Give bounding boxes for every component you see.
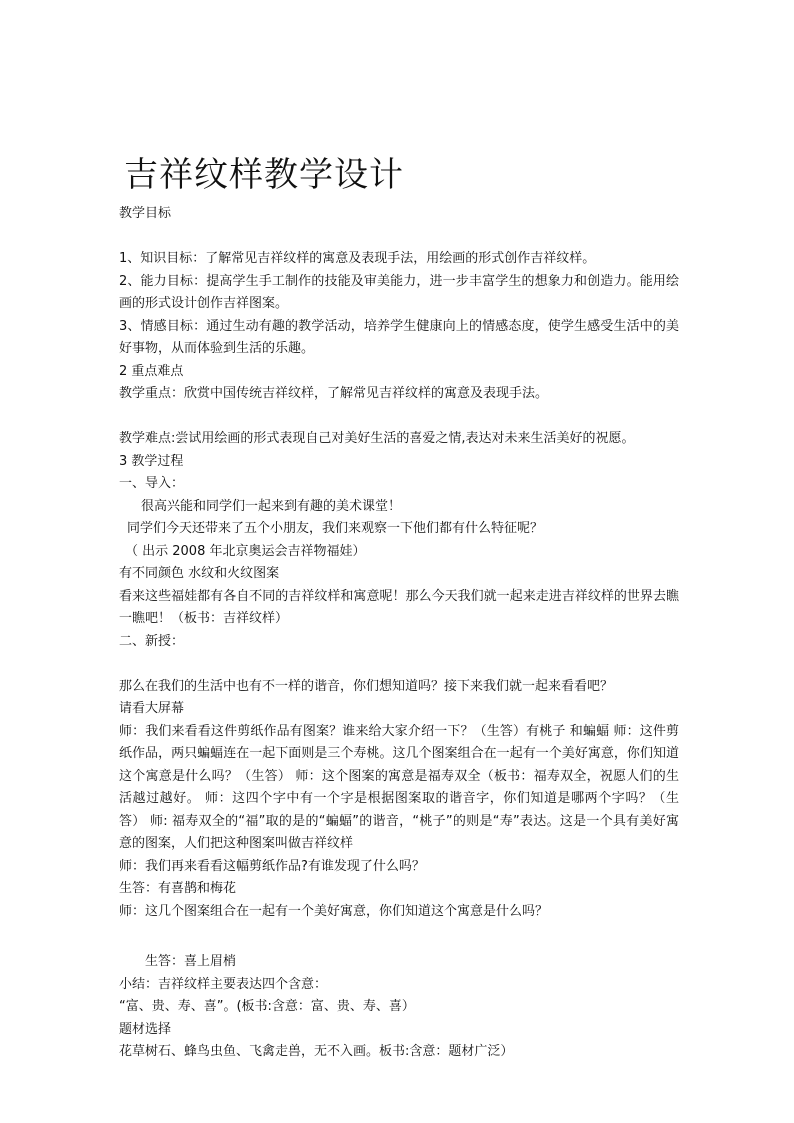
- spacer: [119, 923, 679, 951]
- paragraph-big-screen: 请看大屏幕: [119, 701, 185, 716]
- paragraph-ability-objective: 2、能力目标：提高学生手工制作的技能及审美能力，进一步丰富学生的想象力和创造力。能用绘画的形式设计创作吉祥图案。: [119, 273, 679, 311]
- paragraph-show-mascot: （ 出示 2008 年北京奥运会吉祥物福娃）: [125, 543, 366, 559]
- paragraph-meaning-question: 师：这几个图案组合在一起有一个美好寓意，你们知道这个寓意是什么吗？: [119, 903, 549, 919]
- paragraph-teaching-difficulty: 教学难点:尝试用绘画的形式表现自己对美好生活的喜爱之情,表达对未来生活美好的祝愿。: [119, 431, 635, 446]
- blank-line: [119, 406, 679, 429]
- paragraph-four-meanings: “富、贵、寿、喜”。(板书:含意：富、贵、寿、喜）: [119, 999, 415, 1014]
- subheading-subject-matter: 题材选择: [119, 1021, 172, 1037]
- section-heading-objectives: 教学目标: [119, 206, 172, 221]
- paragraph-paper-cut-discussion: 师：我们来看看这件剪纸作品有图案？谁来给大家介绍一下？（生答）有桃子 和蝙蝠 师：这件剪纸作品，两只蝙蝠连在一起下面则是三个寿桃。这几个图案组合在一起有一个美好寓意，你们知道这个寓意是什么吗？（生答） 师：这个图案的寓意是福寿双全（板书：福寿双全，祝愿人们的生活越过越好。 师：这四个字中有一个字是根据图案取的谐音字，你们知道是哪两个字吗？（生答） 师: 福寿双全的“福”取的是的“蝙蝠”的谐音，“桃子”的则是“寿”表达。这是一个具有美好寓意的图案，人们把这种图案叫做吉祥纹样: [119, 723, 679, 851]
- blank-line: [119, 653, 679, 676]
- paragraph-summary: 小结：吉祥纹样主要表达四个含意：: [119, 976, 328, 992]
- paragraph-student-answer: 生答：有喜鹊和梅花: [119, 881, 237, 896]
- section-heading-key-points: 2 重点难点: [119, 363, 184, 379]
- section-heading-process: 3 教学过程: [119, 453, 184, 469]
- subheading-new-lesson: 二、新授：: [119, 633, 185, 649]
- paragraph-greeting: 很高兴能和同学们一起来到有趣的美术课堂！: [141, 498, 402, 514]
- paragraph-patterns: 有不同颜色 水纹和火纹图案: [119, 566, 280, 581]
- paragraph-observe: 同学们今天还带来了五个小朋友，我们来观察一下他们都有什么特征呢？: [127, 521, 544, 536]
- paragraph-homophone: 那么在我们的生活中也有不一样的谐音，你们想知道吗？接下来我们就一起来看看吧？: [119, 678, 614, 694]
- paragraph-second-paper-cut: 师：我们再来看看这幅剪纸作品?有谁发现了什么吗？: [119, 858, 425, 874]
- document-title: 吉祥纹样教学设计: [124, 154, 404, 195]
- subheading-introduction: 一、导入：: [119, 476, 185, 491]
- paragraph-subject-range: 花草树石、蜂鸟虫鱼、飞禽走兽，无不入画。板书:含意：题材广泛）: [119, 1044, 514, 1059]
- paragraph-teaching-focus: 教学重点：欣赏中国传统吉祥纹样，了解常见吉祥纹样的寓意及表现手法。: [119, 386, 549, 401]
- paragraph-knowledge-objective: 1、知识目标：了解常见吉祥纹样的寓意及表现手法，用绘画的形式创作吉祥纹样。: [119, 251, 596, 266]
- paragraph-emotion-objective: 3、情感目标：通过生动有趣的教学活动，培养学生健康向上的情感态度，使学生感受生活中的美好事物，从而体验到生活的乐趣。: [119, 318, 679, 356]
- blank-line: [119, 226, 679, 249]
- paragraph-student-answer-2: 生答：喜上眉梢: [145, 954, 237, 969]
- paragraph-lead-in: 看来这些福娃都有各自不同的吉祥纹样和寓意呢！那么今天我们就一起来走进吉祥纹样的世界去瞧一瞧吧！（板书：吉祥纹样）: [119, 588, 679, 626]
- document-body: [119, 203, 679, 1064]
